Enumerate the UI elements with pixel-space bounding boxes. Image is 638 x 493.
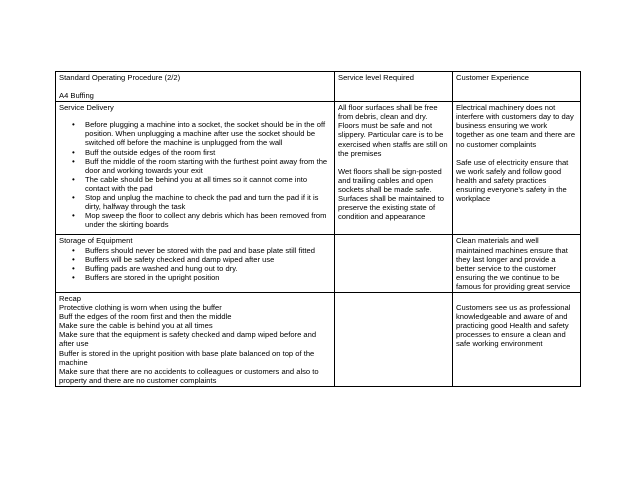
list-item: • Before plugging a machine into a socket, the socket should be in the off position. When unplugging a machine after use the socket should be switched off before the machine is unplugged from the wall <box>85 120 331 147</box>
recap-title: Recap <box>59 293 81 303</box>
service-level-text: Wet floors shall be sign-posted and trailing cables and open sockets shall be made safe. Surfaces shall be maintained to preserve the existing state of condition and appearance <box>338 166 444 222</box>
list-item: • Buffers are stored in the upright position <box>85 273 331 282</box>
recap-cell <box>56 292 335 386</box>
header-title-cell <box>56 72 335 102</box>
recap-line: Make sure that there are no accidents to colleagues or customers and also to property and there are no customer complaints <box>59 366 319 385</box>
storage-list <box>59 246 331 282</box>
list-item: • Buff the middle of the room starting with the furthest point away from the door and working towards your exit <box>85 157 331 175</box>
storage-title: Storage of Equipment <box>59 236 133 246</box>
recap-experience-cell <box>453 292 581 386</box>
list-item: • Buffers will be safety checked and damp wiped after use <box>85 255 331 264</box>
customer-experience-heading: Customer Experience <box>456 73 530 82</box>
list-item: • The cable should be behind you at all times so it cannot come into contact with the pad <box>85 175 331 193</box>
customer-experience-text: Safe use of electricity ensure that we work safely and follow good health and safety practices ensuring everyone's safety in the workplace <box>456 157 569 204</box>
recap-line: Buffer is stored in the upright position with base plate balanced on top of the machine <box>59 348 315 367</box>
customer-experience-text: Clean materials and well maintained machines ensure that they last longer and provide a better service to the customer ensuring the we continue to be famous for providing great service <box>456 236 571 291</box>
service-level-text: All floor surfaces shall be free from debris, clean and dry. Floors must be safe and not slippery. Particular care is to be exercised when staffs are still on the premises <box>338 103 448 158</box>
header-service-level-cell <box>335 72 453 102</box>
recap-row <box>56 292 581 386</box>
list-item: • Buffing pads are washed and hung out to dry. <box>85 264 331 273</box>
service-delivery-row <box>56 102 581 235</box>
recap-line: Make sure that the equipment is safety checked and damp wiped before and after use <box>59 330 317 349</box>
customer-experience-text: Customers see us as professional knowledgeable and aware of and practicing good Health and safety processes to ensure a clean and safe working environment <box>456 302 571 349</box>
header-row <box>56 72 581 102</box>
storage-cell <box>56 235 335 293</box>
storage-level-cell <box>335 235 453 293</box>
service-level-heading: Service level Required <box>338 73 414 82</box>
service-delivery-list <box>59 120 331 229</box>
service-delivery-title: Service Delivery <box>59 103 114 113</box>
list-item: • Mop sweep the floor to collect any debris which has been removed from under the skirting boards <box>85 211 331 229</box>
list-item: • Buffers should never be stored with the pad and base plate still fitted <box>85 246 331 255</box>
sop-table <box>55 71 581 387</box>
storage-row <box>56 235 581 293</box>
recap-line: Protective clothing is worn when using the buffer <box>59 303 222 313</box>
recap-level-cell <box>335 292 453 386</box>
recap-line: Buff the edges of the room first and then the middle <box>59 312 232 322</box>
document-title: Standard Operating Procedure (2/2) <box>59 73 181 82</box>
task-title: A4 Buffing <box>59 91 94 101</box>
customer-experience-text: Electrical machinery does not interfere with customers day to day business ensuring we work together as one team and there are no customer complaints <box>456 103 576 149</box>
storage-experience-cell <box>453 235 581 293</box>
header-customer-experience-cell <box>453 72 581 102</box>
service-delivery-experience-cell <box>453 102 581 235</box>
recap-line: Make sure the cable is behind you at all times <box>59 321 213 331</box>
list-item: • Buff the outside edges of the room first <box>85 148 331 157</box>
service-delivery-cell <box>56 102 335 235</box>
list-item: • Stop and unplug the machine to check the pad and turn the pad if it is dirty, halfway through the task <box>85 193 331 211</box>
service-delivery-level-cell <box>335 102 453 235</box>
